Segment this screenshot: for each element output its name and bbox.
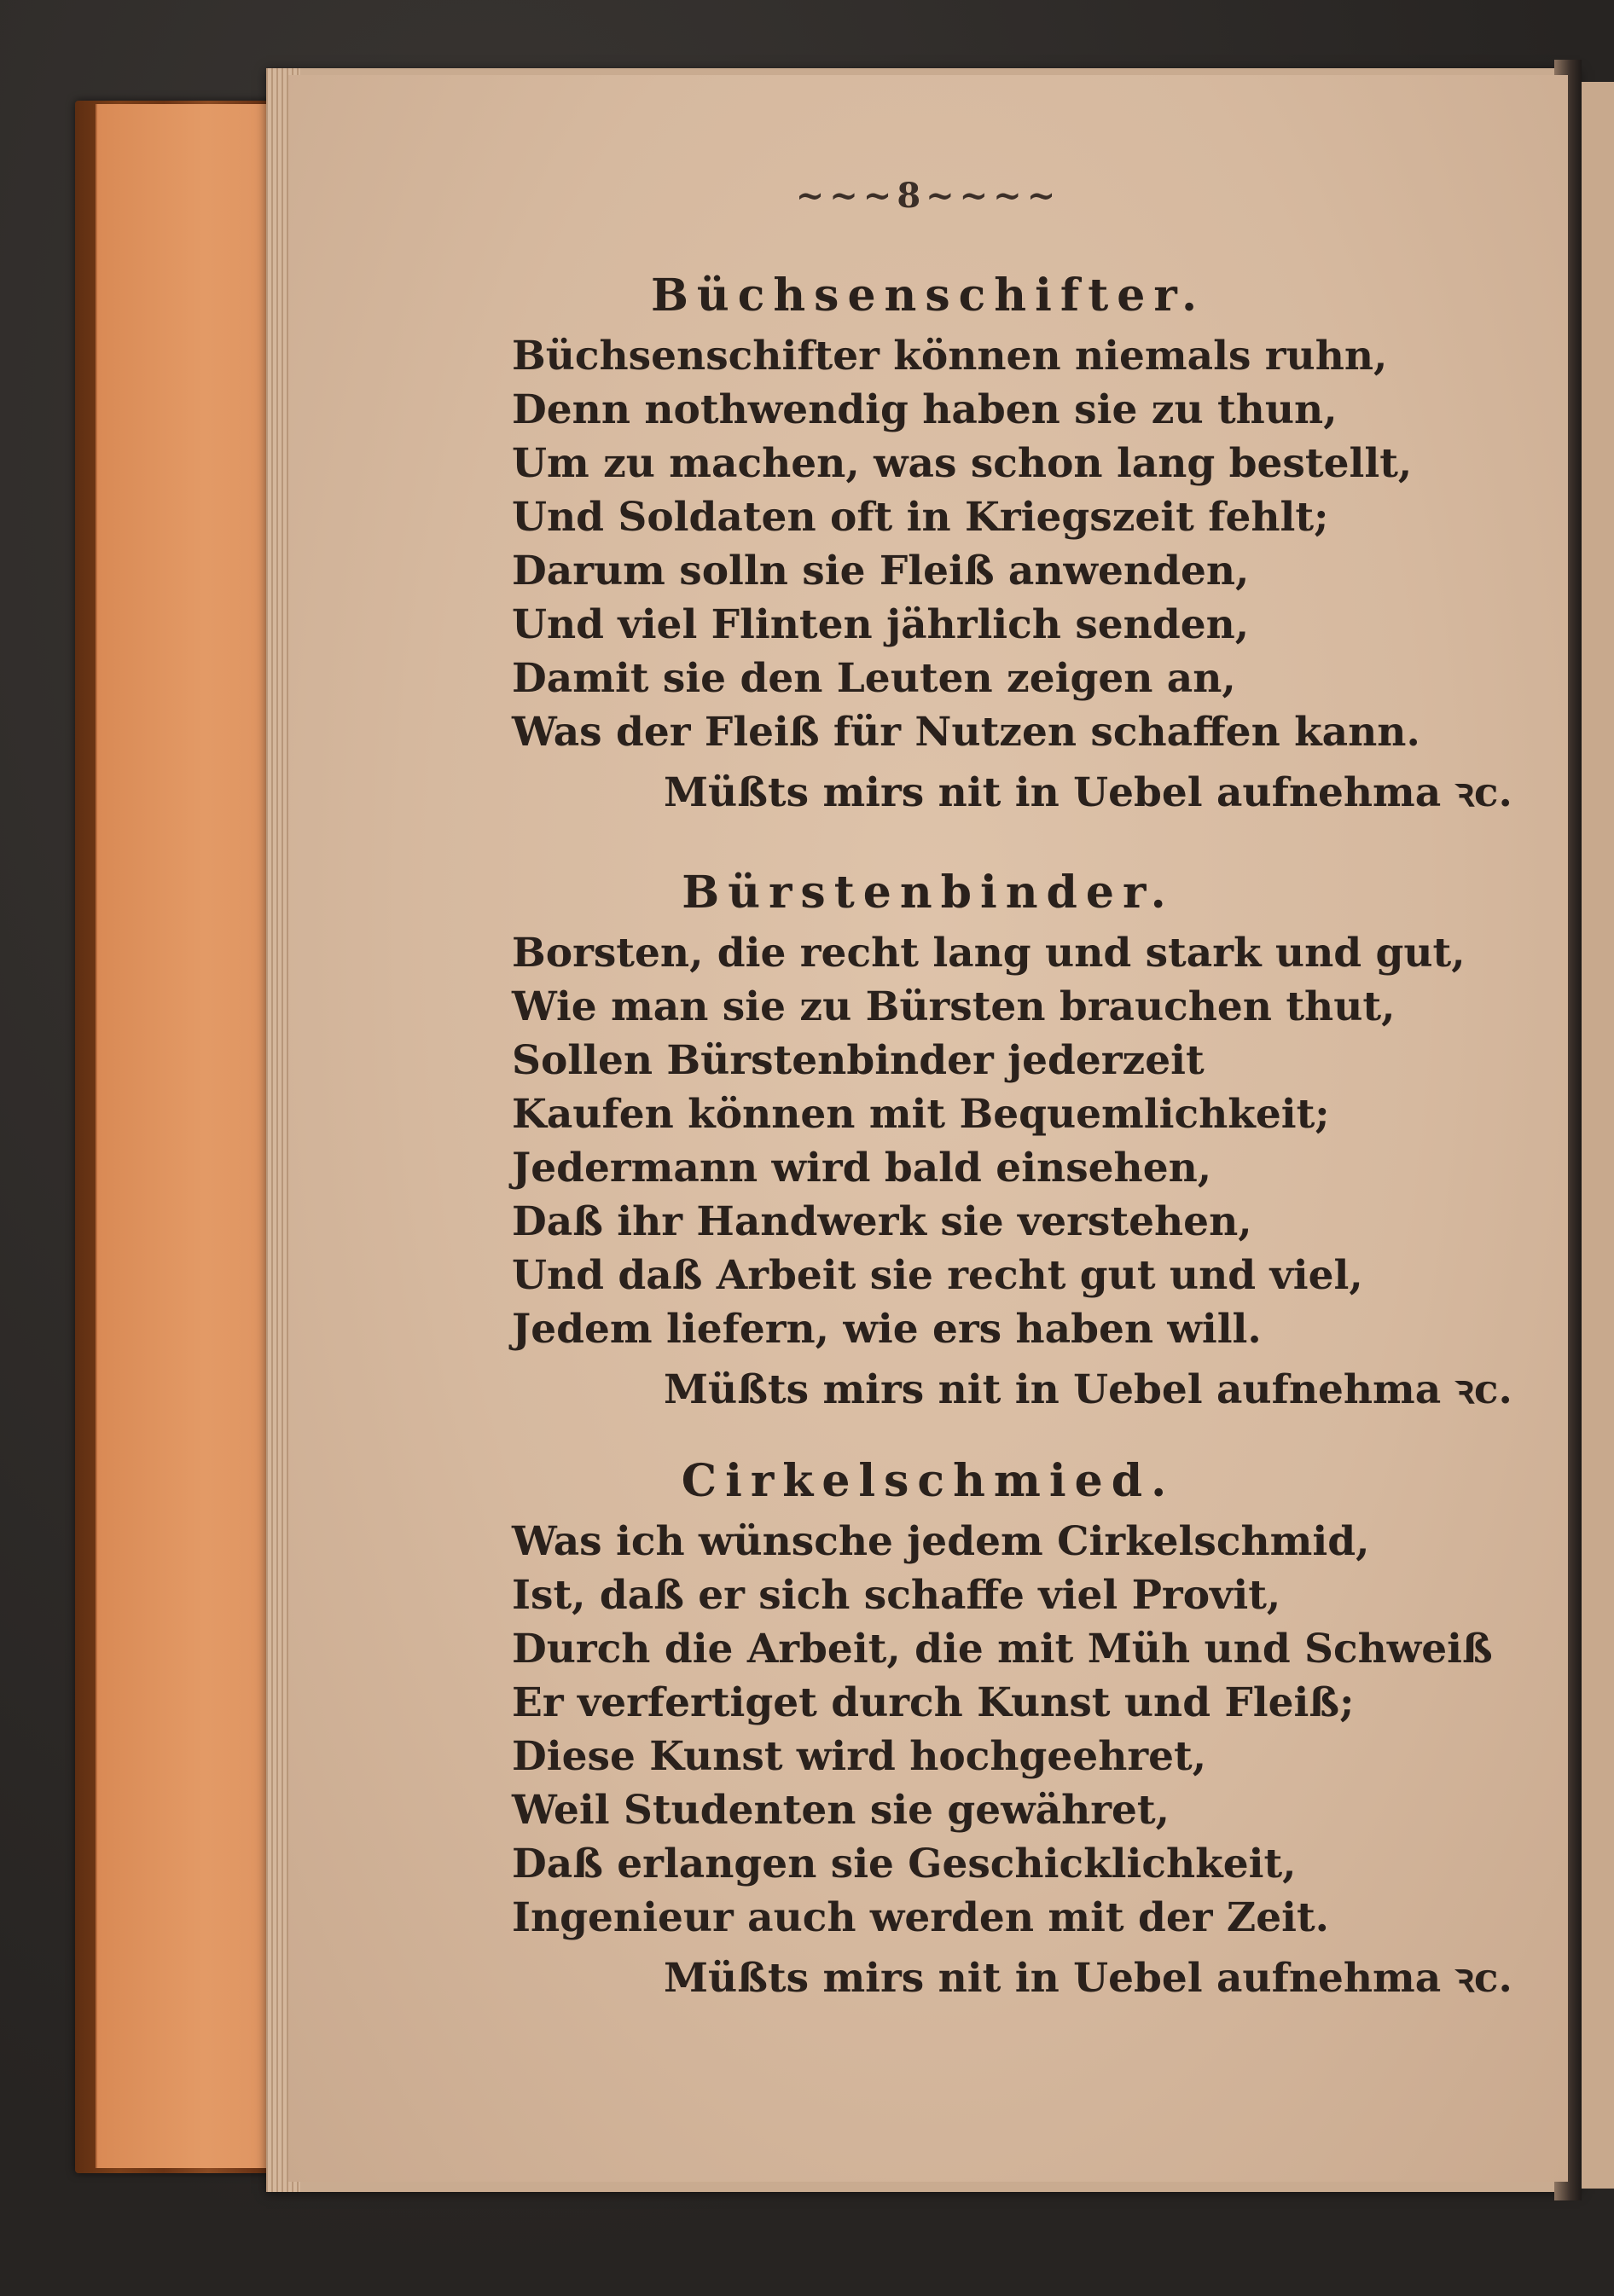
- verse-list: [512, 1515, 1614, 1945]
- verse-line: Und viel Flinten jährlich senden,: [512, 601, 1250, 648]
- refrain-line: Müßts mirs nit in Uebel aufnehma ꝛc.: [664, 769, 1512, 816]
- verse-line: Und Soldaten oft in Kriegszeit fehlt;: [512, 494, 1329, 541]
- verse-line: Damit sie den Leuten zeigen an,: [512, 655, 1236, 702]
- verse-line: Kaufen können mit Bequemlichkeit;: [512, 1091, 1330, 1138]
- poem-section-buerstenbinder: [288, 860, 1568, 1424]
- verse-line: Ist, daß er sich schaffe viel Provit,: [512, 1572, 1281, 1619]
- verse-line: Diese Kunst wird hochgeehret,: [512, 1733, 1207, 1780]
- verse-line: Weil Studenten sie gewähret,: [512, 1787, 1170, 1834]
- verse-line: Durch die Arbeit, die mit Müh und Schweiß: [512, 1626, 1493, 1673]
- verse-line: Jedermann wird bald einsehen,: [512, 1145, 1212, 1191]
- section-title: Büchsenschifter.: [650, 270, 1206, 322]
- section-title: Bürstenbinder.: [682, 867, 1175, 919]
- verse-list: [512, 329, 1614, 759]
- verse-line: Er verfertiget durch Kunst und Fleiß;: [512, 1679, 1355, 1726]
- verse-line: Was der Fleiß für Nutzen schaffen kann.: [512, 709, 1420, 756]
- verse-line: Borsten, die recht lang und stark und gut,: [512, 930, 1466, 977]
- section-title: Cirkelschmied.: [681, 1455, 1176, 1507]
- verse-line: Ingenieur auch werden mit der Zeit.: [512, 1894, 1330, 1941]
- refrain-line: Müßts mirs nit in Uebel aufnehma ꝛc.: [664, 1366, 1512, 1413]
- verse-line: Denn nothwendig haben sie zu thun,: [512, 386, 1338, 433]
- verse-line: Was ich wünsche jedem Cirkelschmid,: [512, 1518, 1370, 1565]
- verse-line: Daß ihr Handwerk sie verstehen,: [512, 1198, 1252, 1245]
- refrain-line: Müßts mirs nit in Uebel aufnehma ꝛc.: [664, 1955, 1512, 2002]
- verse-line: Und daß Arbeit sie recht gut und viel,: [512, 1252, 1363, 1299]
- verse-line: Sollen Bürstenbinder jederzeit: [512, 1037, 1205, 1084]
- poem-section-buechsenschifter: [288, 263, 1568, 827]
- book-page: [288, 75, 1568, 2182]
- page-number-header: ~~~8~~~~: [795, 176, 1061, 216]
- verse-line: Wie man sie zu Bürsten brauchen thut,: [512, 983, 1396, 1030]
- verse-line: Büchsenschifter können niemals ruhn,: [512, 333, 1388, 380]
- verse-line: Um zu machen, was schon lang bestellt,: [512, 440, 1413, 487]
- verse-line: Jedem liefern, wie ers haben will.: [512, 1306, 1262, 1353]
- verse-line: Daß erlangen sie Geschicklichkeit,: [512, 1841, 1297, 1887]
- page-text: [288, 75, 1568, 2182]
- poem-section-cirkelschmied: [288, 1448, 1568, 2013]
- verse-list: [512, 926, 1614, 1356]
- verse-line: Darum solln sie Fleiß anwenden,: [512, 548, 1250, 594]
